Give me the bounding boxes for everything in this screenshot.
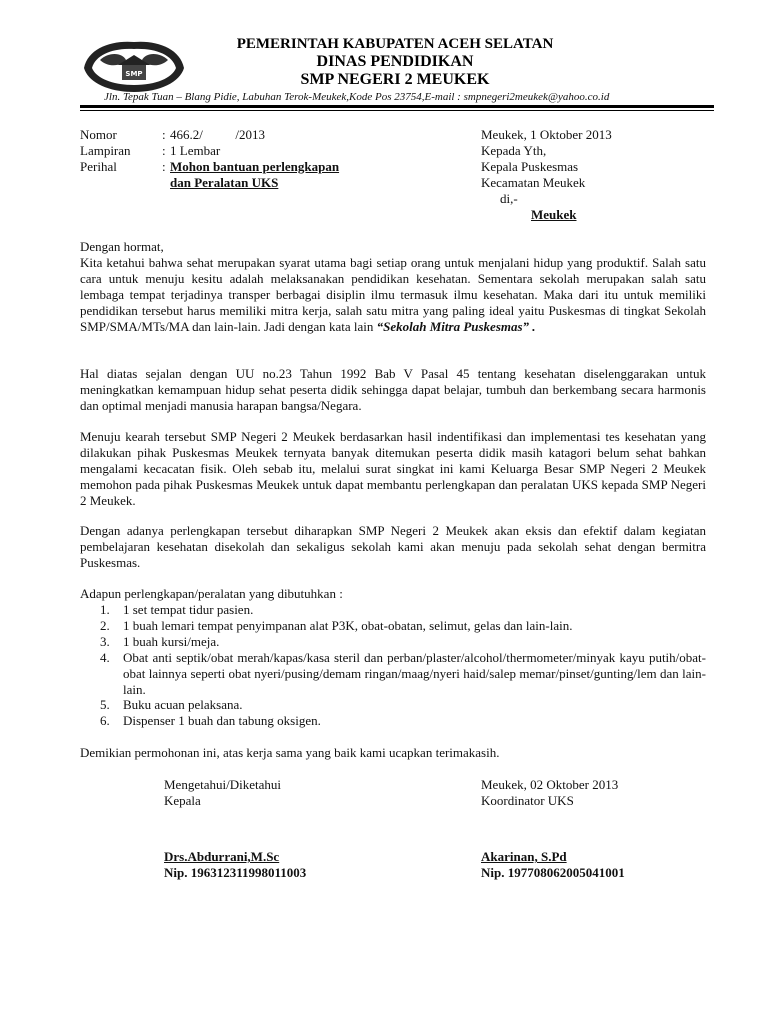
list-item: 1 set tempat tidur pasien. — [123, 602, 254, 617]
school-title: SMP NEGERI 2 MEUKEK — [300, 71, 490, 88]
letter-date: Meukek, 1 Oktober 2013 — [481, 127, 612, 142]
perihal-value-line2: dan Peralatan UKS — [170, 175, 279, 190]
right-signature-date: Meukek, 02 Oktober 2013 — [481, 777, 619, 792]
list-item-number: 6. — [100, 713, 110, 728]
list-item-number: 2. — [100, 618, 110, 633]
lampiran-label: Lampiran — [80, 143, 131, 158]
list-item: 1 buah kursi/meja. — [123, 634, 220, 649]
left-signature-role: Kepala — [164, 793, 201, 808]
recipient-title: Kepala Puskesmas — [481, 159, 579, 174]
right-signature-name: Akarinan, S.Pd — [481, 849, 567, 864]
recipient-city: Meukek — [531, 207, 577, 222]
school-address: Jln. Tepak Tuan – Blang Pidie, Labuhan Terok-Meukek,Kode Pos 23754,E-mail : smpnegeri2meukek@yahoo.co.id — [104, 91, 610, 103]
paragraph-1 — [80, 255, 706, 335]
list-item: Buku acuan pelaksana. — [123, 697, 243, 712]
lampiran-value: 1 Lembar — [170, 143, 221, 158]
right-signature-role: Koordinator UKS — [481, 793, 574, 808]
closing-sentence: Demikian permohonan ini, atas kerja sama yang baik kami ucapkan terimakasih. — [80, 745, 500, 760]
left-signature-nip: Nip. 196312311998011003 — [164, 865, 307, 880]
header-divider-thick — [80, 105, 714, 108]
left-signature-name: Drs.Abdurrani,M.Sc — [164, 849, 280, 864]
lampiran-colon: : — [162, 143, 166, 158]
list-item-number: 4. — [100, 650, 110, 665]
list-item: Obat anti septik/obat merah/kapas/kasa steril dan perban/plaster/alcohol/thermometer/minyak kayu putih/obat-obat lainnya seperti obat nyeri/pusing/demam ringan/maag/nyeri haid/salep memar/pinset/gunting/lem dan lain-lain. — [123, 650, 706, 697]
government-title: PEMERINTAH KABUPATEN ACEH SELATAN — [236, 36, 554, 52]
recipient-district: Kecamatan Meukek — [481, 175, 586, 190]
left-signature-acknowledge: Mengetahui/Diketahui — [164, 777, 281, 792]
perihal-colon: : — [162, 159, 166, 174]
perihal-value-line1: Mohon bantuan perlengkapan — [170, 159, 340, 174]
department-title: DINAS PENDIDIKAN — [316, 53, 474, 70]
list-intro: Adapun perlengkapan/peralatan yang dibutuhkan : — [80, 586, 343, 601]
nomor-value: 466.2/ /2013 — [170, 127, 265, 142]
nomor-colon: : — [162, 127, 166, 142]
nomor-label: Nomor — [80, 127, 117, 142]
list-item-number: 5. — [100, 697, 110, 712]
greeting: Dengan hormat, — [80, 239, 164, 254]
list-item: 1 buah lemari tempat penyimpanan alat P3K, obat-obatan, selimut, gelas dan lain-lain. — [123, 618, 573, 633]
paragraph-4: Dengan adanya perlengkapan tersebut diharapkan SMP Negeri 2 Meukek akan eksis dan efektif dalam kegiatan pembelajaran kesehatan disekolah dan sekaligus sekolah kami akan menuju pada sekolah sehat dengan bermitra Puskesmas. — [80, 523, 706, 570]
school-logo — [82, 38, 186, 96]
paragraph-1-text: Kita ketahui bahwa sehat merupakan syarat utama bagi setiap orang untuk menjalani hidup yang produktif. Salah satu cara untuk menuju kesitu adalah melaksanakan pendidikan kesehatan. Sementara sekolah merupakan salah satu lembaga tempat terjadinya transper berbagai disiplin ilmu termasuk ilmu kesehatan. Maka dari itu untuk memiliki pendidikan tersebut harus memiliki mitra kerja, salah satu mitra yang paling ideal yaitu Puskesmas di tingkat Sekolah SMP/SMA/MTs/MA dan lain-lain. Jadi dengan kata lain — [80, 255, 706, 334]
right-signature-nip: Nip. 197708062005041001 — [481, 865, 625, 880]
paragraph-2: Hal diatas sejalan dengan UU no.23 Tahun 1992 Bab V Pasal 45 tentang kesehatan diselenggarakan untuk meningkatkan kemampuan hidup sehat peserta didik sehingga dapat belajar, tumbuh dan berkembang secara harmonis dan optimal menjadi manusia harapan bangsa/Negara. — [80, 366, 706, 413]
list-item: Dispenser 1 buah dan tabung oksigen. — [123, 713, 321, 728]
list-item-number: 1. — [100, 602, 110, 617]
paragraph-3: Menuju kearah tersebut SMP Negeri 2 Meukek berdasarkan hasil indentifikasi dan implementasi tes kesehatan yang dilakukan pihak Puskesmas Meukek ternyata banyak ditemukan peserta didik masih katagori belum sehat bahkan mengalami kecacatan fisik. Oleh sebab itu, melalui surat singkat ini kami Keluarga Besar SMP Negeri 2 Meukek memohon pada pihak Puskesmas Meukek untuk dapat membantu perlengkapan dan peralatan UKS kepada SMP Negeri 2 Meukek. — [80, 429, 706, 508]
recipient-di: di,- — [500, 191, 518, 206]
logo-text: SMP — [125, 70, 143, 78]
header-divider-thin — [80, 110, 714, 111]
list-item-number: 3. — [100, 634, 110, 649]
perihal-label: Perihal — [80, 159, 117, 174]
recipient-salutation: Kepada Yth, — [481, 143, 547, 158]
paragraph-1-emphasis: “Sekolah Mitra Puskesmas” . — [376, 319, 536, 334]
